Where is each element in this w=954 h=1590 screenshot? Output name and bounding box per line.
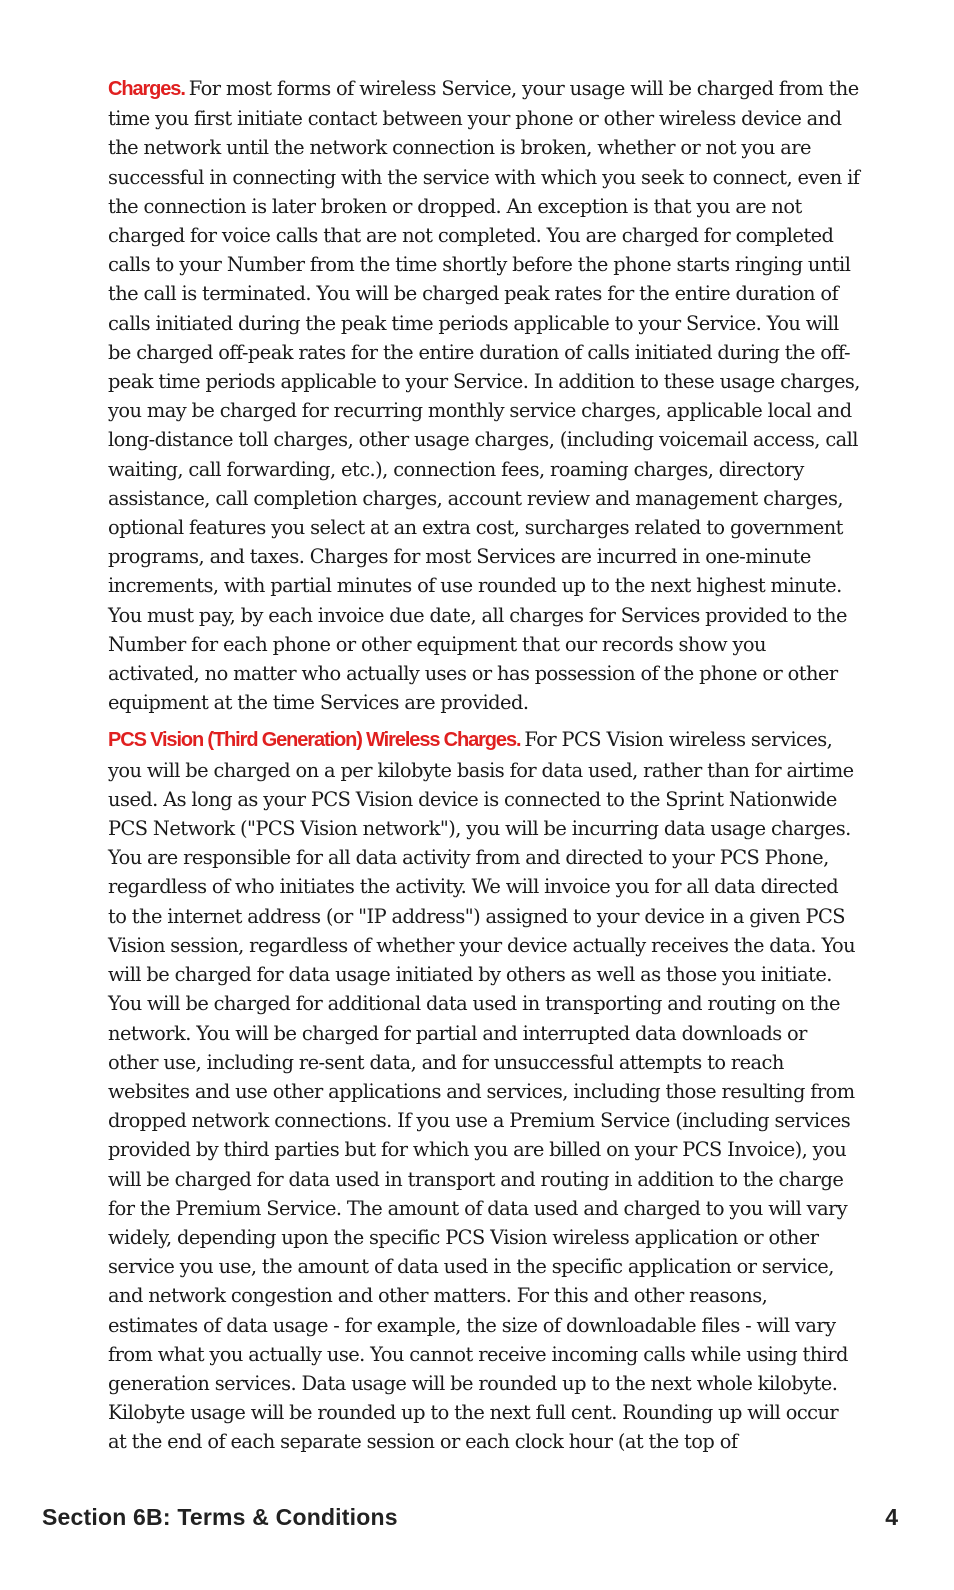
footer-page-number: 4	[885, 1504, 898, 1530]
paragraph-text-pcs-vision: For PCS Vision wireless services, you will be charged on a per kilobyte basis for data used, rather than for airtime used. As long as your PCS Vision device is connected to the Sprint Nationwide PCS Network ("PCS Vision network"), you will be incurring data usage charges. You are responsible for all data activity from and directed to your PCS Phone, regardless of who initiates the activity. We will invoice you for all data directed to the internet address (or "IP address") assigned to your device in a given PCS Vision session, regardless of whether your device actually receives the data. You will be charged for data usage initiated by others as well as those you initiate. You will be charged for additional data used in transporting and routing on the network. You will be charged for partial and interrupted data downloads or other use, including re-sent data, and for unsuccessful attempts to reach websites and use other applications and services, including those resulting from dropped network connections. If you use a Premium Service (including services provided by third parties but for which you are billed on your PCS Invoice), you will be charged for data used in transport and routing in addition to the charge for the Premium Service. The amount of data used and charged to you will vary widely, depending upon the specific PCS Vision wireless application or other service you use, the amount of data used in the specific application or service, and network congestion and other matters. For this and other reasons, estimates of data usage - for example, the size of downloadable files - will vary from what you actually use. You cannot receive incoming calls while using third generation services. Data usage will be rounded up to the next whole kilobyte. Kilobyte usage will be rounded up to the next full cent. Rounding up will occur at the end of each separate session or each clock hour (at the top of	[108, 728, 856, 1454]
paragraph-text-charges: For most forms of wireless Service, your usage will be charged from the time you first initiate contact between your phone or other wireless device and the network until the network connection is broken, whether or not you are successful in connecting with the service with which you seek to connect, even if the connection is later broken or dropped. An exception is that you are not charged for voice calls that are not completed. You are charged for completed calls to your Number from the time shortly before the phone starts ringing until the call is terminated. You will be charged peak rates for the entire duration of calls initiated during the peak time periods applicable to your Service. You will be charged off-peak rates for the entire duration of calls initiated during the off-peak time periods applicable to your Service. In addition to these usage charges, you may be charged for recurring monthly service charges, applicable local and long-distance toll charges, other usage charges, (including voicemail access, call waiting, call forwarding, etc.), connection fees, roaming charges, directory assistance, call completion charges, account review and management charges, optional features you select at an extra cost, surcharges related to government programs, and taxes. Charges for most Services are incurred in one-minute increments, with partial minutes of use rounded up to the next highest minute. You must pay, by each invoice due date, all charges for Services provided to the Number for each phone or other equipment that our records show you activated, no matter who actually uses or has possession of the phone or other equipment at the time Services are provided.	[108, 77, 860, 715]
paragraph-heading-pcs-vision: PCS Vision (Third Generation) Wireless Charges.	[108, 729, 521, 752]
paragraph-charges	[108, 74, 860, 717]
footer-section-title: Section 6B: Terms & Conditions	[42, 1504, 398, 1530]
paragraph-heading-charges: Charges.	[108, 78, 185, 100]
document-body	[108, 74, 860, 1465]
paragraph-pcs-vision-charges	[108, 725, 860, 1456]
